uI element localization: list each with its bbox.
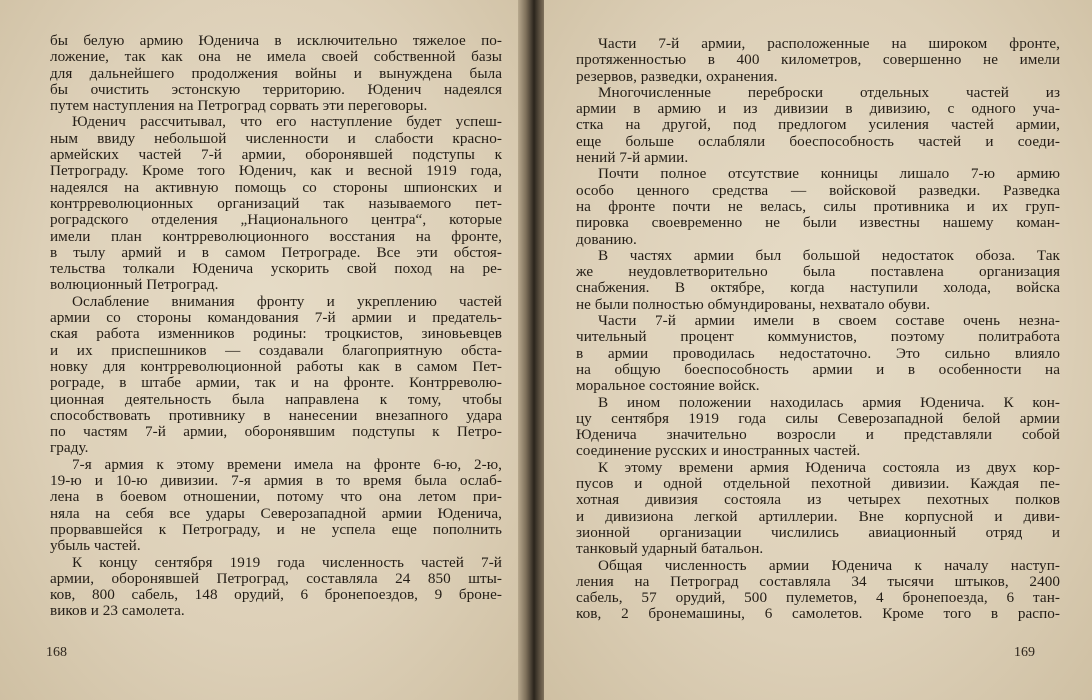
text-line: В частях армии был большой недостаток обоза. Так <box>598 246 1060 264</box>
text-line: нений 7-й армии. <box>576 149 689 167</box>
text-line: еще больше ослабляли боеспособность частей и соеди- <box>576 132 1060 150</box>
text-line: волюционный Петроград. <box>50 276 219 294</box>
text-line: дованию. <box>576 230 637 248</box>
text-line: резервов, разведки, охранения. <box>576 67 778 85</box>
text-line: ционная деятельность была направлена к тому, чтобы <box>50 390 502 408</box>
text-line: на фронте почти не велась, силы противника и их груп- <box>576 197 1060 215</box>
text-line: и дивизиона легкой артиллерии. Вне корпусной и диви- <box>576 507 1060 525</box>
text-line: на общую боеспособность армии и в особенности на <box>576 360 1060 378</box>
text-line: ложение, так как она не имела своей собственной базы <box>50 48 502 66</box>
left-page-text <box>50 33 502 620</box>
text-line: няла на себя все удары Северозападной армии Юденича, <box>50 504 502 522</box>
text-line: армии, оборонявшей Петроград, составляла 24 850 шты- <box>50 569 502 587</box>
text-line: Юденич рассчитывал, что его наступление будет успеш- <box>72 113 502 131</box>
text-line: по частям 7-й армии, оборонявшим подступы к Петро- <box>50 423 502 441</box>
text-line: тельства толкали Юденича ускорить свой поход на ре- <box>50 260 502 278</box>
text-line: новку для контрреволюционной работы как в самом Пет- <box>50 357 502 375</box>
text-line: снабжения. В октябре, когда наступили холода, войска <box>576 279 1060 297</box>
text-line: Многочисленные переброски отдельных частей из <box>598 83 1060 101</box>
text-line: Юденича значительно возросли и представляли собой <box>576 426 1060 444</box>
text-line: рограде, в штабе армии, так и на фронте. Контрреволю- <box>50 374 502 392</box>
text-line: виков и 23 самолета. <box>50 602 185 620</box>
text-line: в армии проводилась недостаточно. Это сильно влияло <box>576 344 1060 362</box>
text-line: армии со стороны командования 7-й армии и предатель- <box>50 309 502 327</box>
right-page-number: 169 <box>1014 645 1035 660</box>
text-line: бы белую армию Юденича в исключительно тяжелое по- <box>50 32 502 49</box>
text-line: Общая численность армии Юденича к началу наступ- <box>598 556 1060 574</box>
text-line: для дальнейшего продолжения войны и вынуждена была <box>50 64 502 82</box>
text-line: бы очистить эстонскую территорию. Юденич надеялся <box>50 80 502 98</box>
right-page <box>544 0 1092 700</box>
text-line: Ослабление внимания фронту и укреплению частей <box>72 292 502 310</box>
text-line: пусов и одной отдельной пехотной дивизии. Каждая пе- <box>576 475 1060 493</box>
left-page-number: 168 <box>46 645 67 660</box>
text-line: не были полностью обмундированы, нехватало обуви. <box>576 295 931 313</box>
text-line: в тылу армий и в самом Петрограде. Все эти обстоя- <box>50 243 502 261</box>
text-line: надеялся на активную помощь со стороны шпионских и <box>50 178 502 196</box>
text-line: особо ценного средства — войсковой разведки. Разведка <box>576 181 1060 199</box>
text-line: чительный процент коммунистов, поэтому политработа <box>576 328 1060 346</box>
text-line: контрреволюционных организаций так называемого пет- <box>50 194 502 212</box>
text-line: прорвавшейся к Петрограду, и не успела еще пополнить <box>50 520 502 538</box>
text-line: В ином положении находилась армия Юденича. К кон- <box>598 393 1060 411</box>
right-page-text <box>576 36 1060 623</box>
left-page <box>0 0 524 700</box>
text-line: ным ввиду небольшой численности и слабости красно- <box>50 129 502 147</box>
text-line: Части 7-й армии имели в своем составе очень незна- <box>598 312 1060 330</box>
text-line: пировка своевременно не были известны нашему коман- <box>576 214 1060 232</box>
text-line: 19-ю и 10-ю дивизии. 7-я армия в то время была ослаб- <box>50 472 502 490</box>
text-line: Петрограду. Кроме того Юденич, как и весной 1919 года, <box>50 162 502 180</box>
text-line: Почти полное отсутствие конницы лишало 7-ю армию <box>598 165 1060 183</box>
text-line: стка на другой, под предлогом усиления частей армии, <box>576 116 1060 134</box>
text-line: же неудовлетворительно была поставлена организация <box>576 263 1060 281</box>
text-line: сабель, 57 орудий, 500 пулеметов, 4 бронепоезда, 6 тан- <box>576 589 1060 607</box>
text-line: моральное состояние войск. <box>576 377 760 395</box>
text-line: роградского отделения „Национального центра“, которые <box>50 211 502 229</box>
text-line: армейских частей 7-й армии, оборонявшей подступы к <box>50 146 502 164</box>
text-line: армии в армию и из дивизии в дивизию, с одного уча- <box>576 100 1060 118</box>
text-line: ков, 2 бронемашины, 6 самолетов. Кроме того в распо- <box>576 605 1060 623</box>
text-line: зионной организации числились авиационный отряд и <box>576 523 1060 541</box>
text-line: убыль частей. <box>50 537 141 555</box>
text-line: 7-я армия к этому времени имела на фронте 6-ю, 2-ю, <box>72 455 502 473</box>
text-line: путем наступления на Петроград сорвать эти переговоры. <box>50 97 428 115</box>
text-line: Части 7-й армии, расположенные на широком фронте, <box>598 35 1060 52</box>
text-line: К этому времени армия Юденича состояла из двух кор- <box>598 458 1060 476</box>
text-line: ская работа изменников родины: троцкистов, зиновьевцев <box>50 325 502 343</box>
text-line: К концу сентября 1919 года численность частей 7-й <box>72 553 502 571</box>
text-line: ления на Петроград составляла 34 тысячи штыков, 2400 <box>576 572 1060 590</box>
text-line: хотная дивизия состояла из четырех пехотных полков <box>576 491 1060 509</box>
text-line: имели план контрреволюционного восстания на фронте, <box>50 227 502 245</box>
text-line: лена в боевом отношении, потому что она летом при- <box>50 488 502 506</box>
text-line: протяженностью в 400 километров, совершенно не имели <box>576 51 1060 69</box>
text-line: соединение русских и иностранных частей. <box>576 442 861 460</box>
text-line: и их приспешников — создавали благоприятную обста- <box>50 341 502 359</box>
text-line: граду. <box>50 439 89 457</box>
text-line: ков, 800 сабель, 148 орудий, 6 бронепоездов, 9 броне- <box>50 586 502 604</box>
text-line: танковый ударный батальон. <box>576 540 764 558</box>
text-line: способствовать противнику в нанесении внезапного удара <box>50 406 502 424</box>
text-line: цу сентября 1919 года силы Северозападной белой армии <box>576 409 1060 427</box>
